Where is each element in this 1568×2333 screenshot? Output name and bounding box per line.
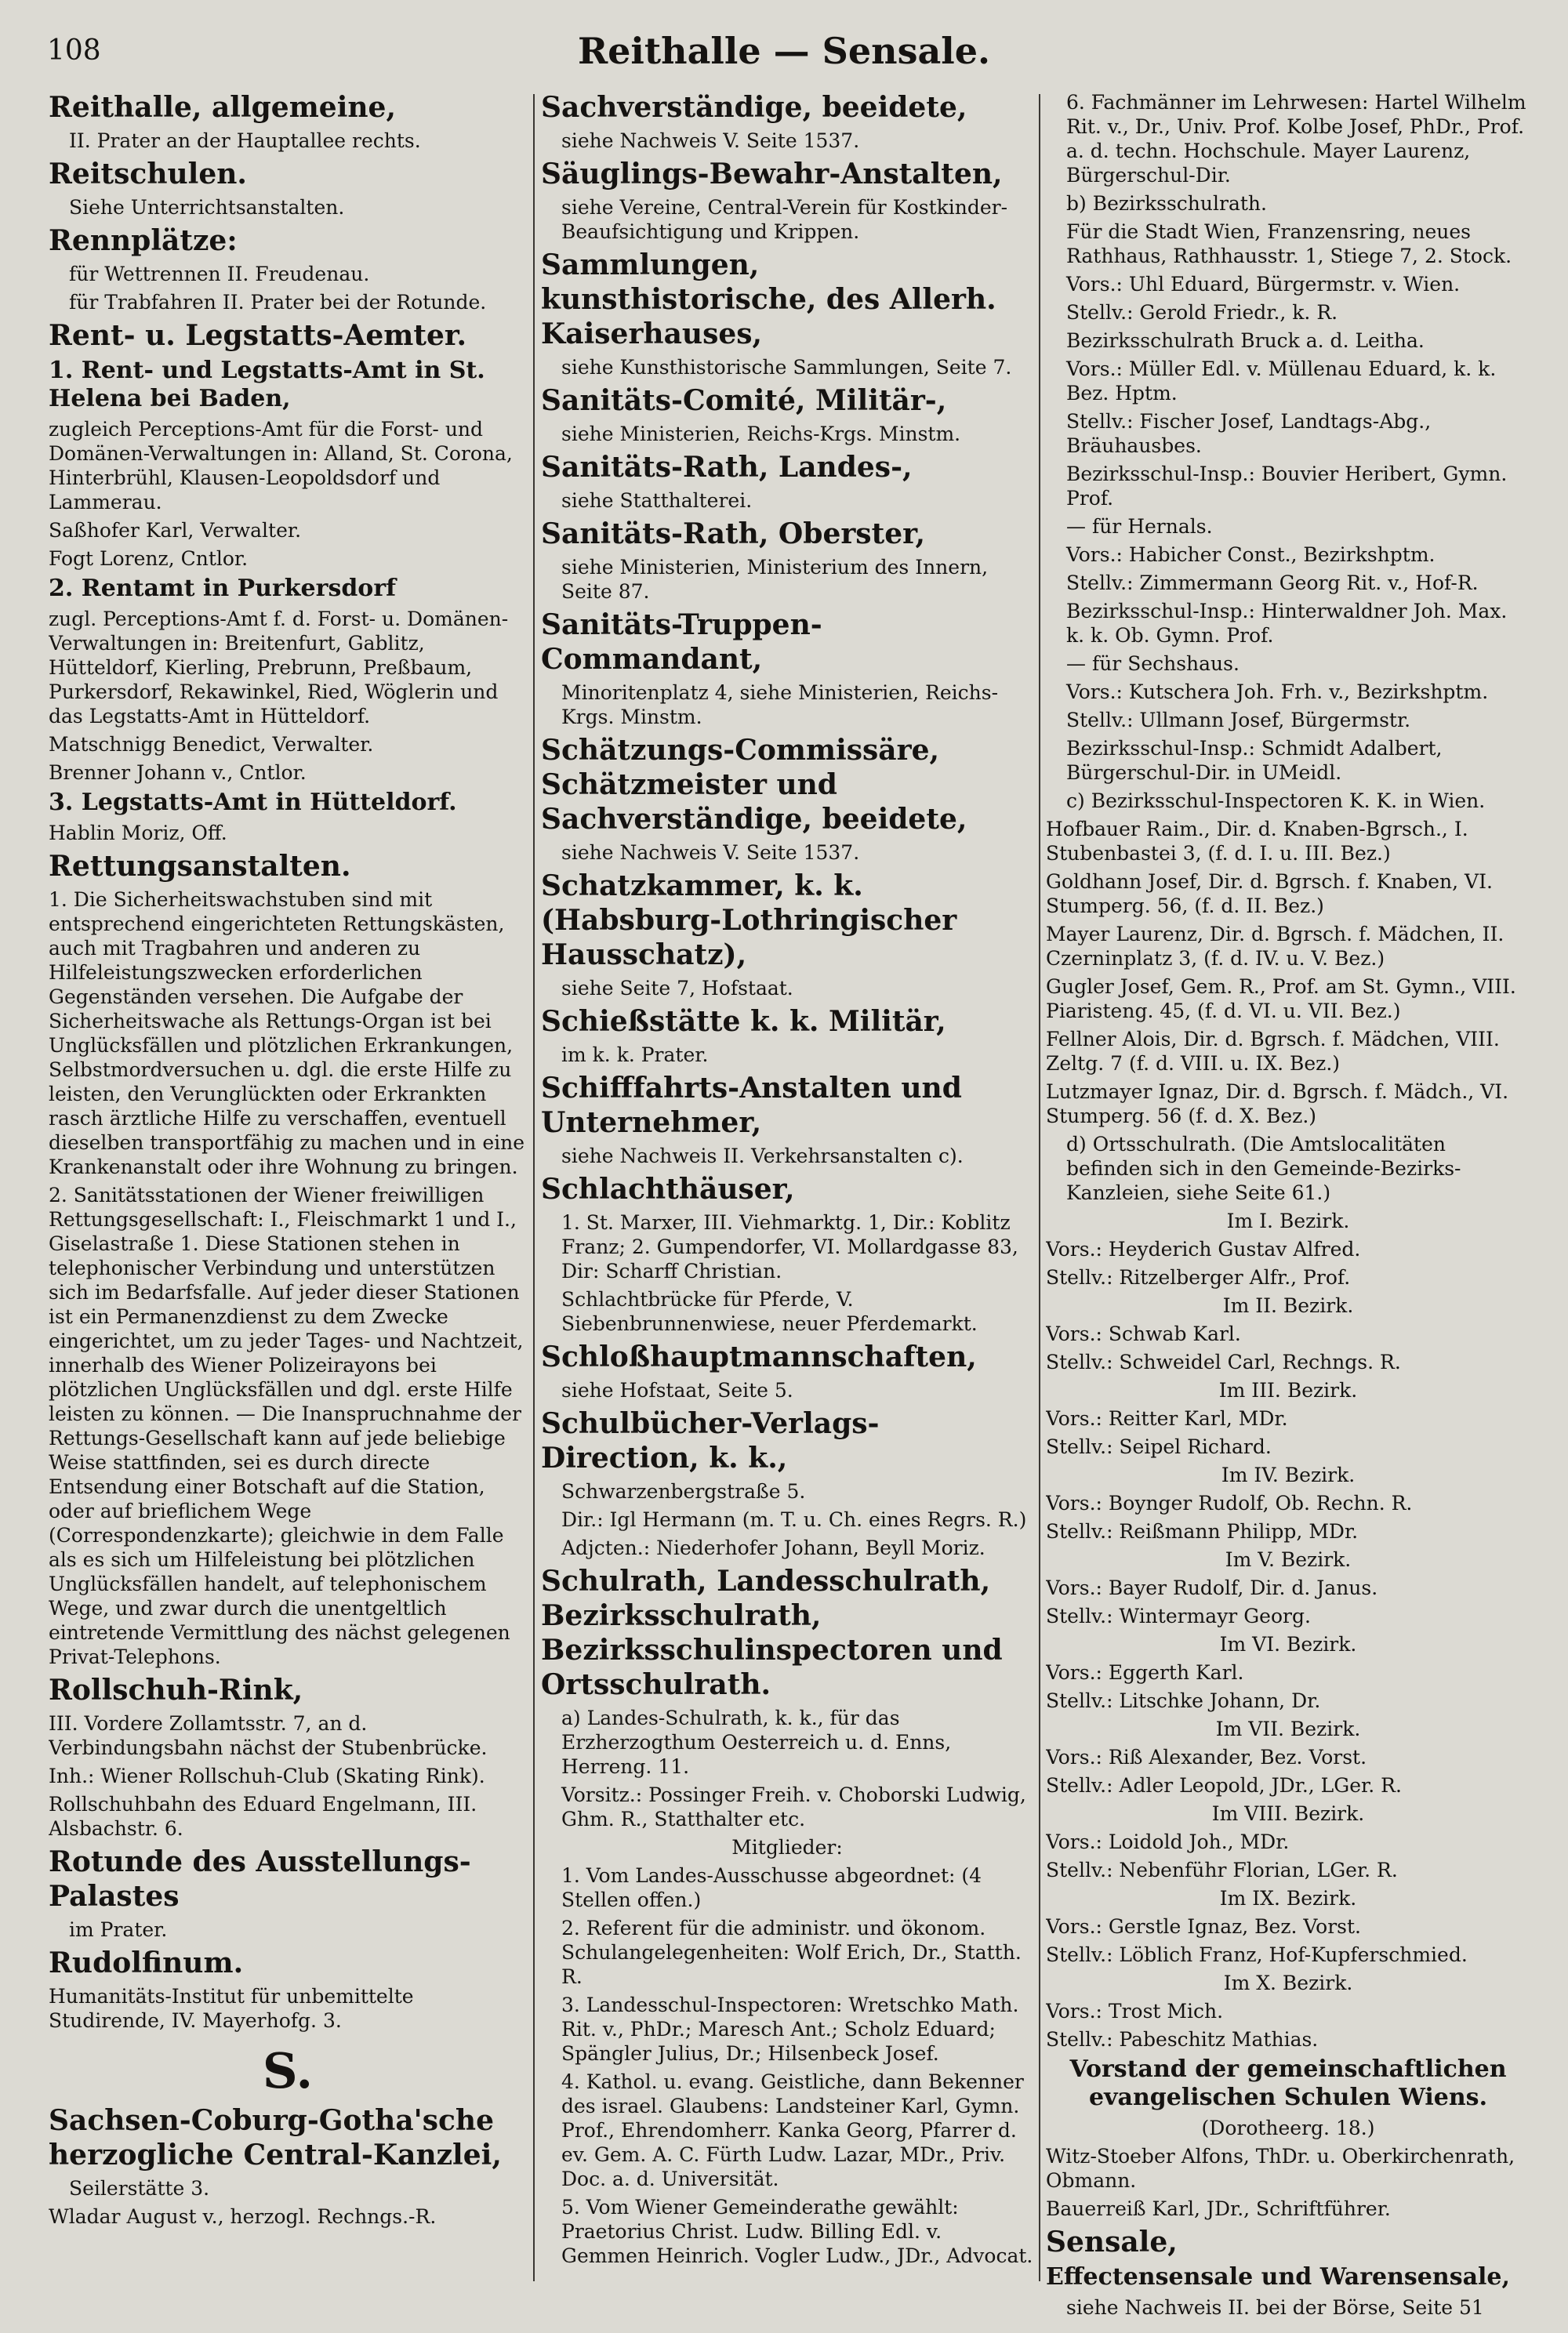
entry-heading: Sammlungen, kunsthistorische, des Allerh. Kaiserhauses, [541,249,996,350]
entry-line: Fellner Alois, Dir. d. Bgrsch. f. Mädchen, VIII. Zeltg. 7 (f. d. VIII. u. IX. Bez.) [1046,1028,1500,1075]
entry-line: siehe Vereine, Central-Verein für Kostkinder-Beaufsichtigung und Krippen. [561,196,1008,243]
entry-line: Stellv.: Reißmann Philipp, MDr. [1046,1520,1359,1543]
entry-line: siehe Hofstaat, Seite 5. [561,1379,793,1402]
entry-line: Schlachtbrücke für Pferde, V. Siebenbrunnenwiese, neuer Pferdemarkt. [561,1288,978,1335]
entry-line: Im IX. Bezirk. [1219,1887,1357,1910]
page-title: Reithalle — Sensale. [577,30,991,72]
entry-line: 4. Kathol. u. evang. Geistliche, dann Bekenner des israel. Glaubens: Landsteiner Karl, Gymn. Prof., Ehrendomherr. Kanka Georg, Pfarrer d. ev. Gem. A. C. Fürth Ludw. Lazar, MDr., Priv. Doc. a. d. Universität. [561,2070,1024,2190]
entry-line: — für Hernals. [1066,515,1213,538]
entry-line: Matschnigg Benedict, Verwalter. [49,733,374,756]
entry-heading: Schulrath, Landesschulrath, Bezirksschulrath, Bezirksschulinspectoren und Ortsschulrath. [541,1565,1003,1701]
entry-line: Vors.: Heyderich Gustav Alfred. [1046,1238,1361,1261]
entry-heading: 2. Rentamt in Purkersdorf [49,575,397,602]
entry-line: für Trabfahren II. Prater bei der Rotunde. [69,291,487,314]
entry-line: Im I. Bezirk. [1226,1210,1350,1232]
entry-line: Stellv.: Gerold Friedr., k. R. [1066,301,1338,324]
entry-line: Stellv.: Litschke Johann, Dr. [1046,1689,1321,1712]
entry-heading: Rettungsanstalten. [49,850,351,883]
entry-line: Vors.: Boynger Rudolf, Ob. Rechn. R. [1046,1492,1413,1515]
entry-line: siehe Nachweis V. Seite 1537. [561,129,860,152]
entry-line: Inh.: Wiener Rollschuh-Club (Skating Rink). [49,1765,485,1787]
entry-line: siehe Seite 7, Hofstaat. [561,977,793,1000]
entry-line: Im IV. Bezirk. [1221,1464,1356,1486]
entry-line: Bezirksschul-Insp.: Hinterwaldner Joh. Max. k. k. Ob. Gymn. Prof. [1066,600,1508,647]
entry-line: a) Landes-Schulrath, k. k., für das Erzherzogthum Oesterreich u. d. Enns, Herreng. 11. [561,1707,952,1778]
entry-line: Im X. Bezirk. [1223,1972,1353,1994]
entry-line: Stellv.: Nebenführ Florian, LGer. R. [1046,1859,1398,1881]
entry-line: Im VI. Bezirk. [1219,1633,1357,1656]
entry-heading: Effectensensale und Warensensale, [1046,2263,1510,2291]
entry-line: 3. Landesschul-Inspectoren: Wretschko Math. Rit. v., PhDr.; Maresch Ant.; Scholz Eduard; Spängler Julius, Dr.; Hilsenbeck Josef. [561,1994,1019,2065]
entry-line: Stellv.: Adler Leopold, JDr., LGer. R. [1046,1774,1402,1797]
entry-heading: Rent- u. Legstatts-Aemter. [49,319,467,352]
entry-line: im k. k. Prater. [561,1043,709,1066]
entry-heading: Vorstand der gemeinschaftlichen evangelischen Schulen Wiens. [1069,2055,1507,2111]
entry-line: 2. Referent für die administr. und ökonom. Schulangelegenheiten: Wolf Erich, Dr., Statth. R. [561,1917,1022,1988]
entry-line: siehe Nachweis V. Seite 1537. [561,841,860,864]
entry-line: Gugler Josef, Gem. R., Prof. am St. Gymn., VIII. Piaristeng. 45, (f. d. VI. u. VII. Bez.) [1046,975,1516,1022]
entry-line: Siehe Unterrichtsanstalten. [69,196,345,219]
entry-heading: Sanitäts-Comité, Militär-, [541,384,947,417]
entry-line: Minoritenplatz 4, siehe Ministerien, Reichs-Krgs. Minstm. [561,681,999,728]
entry-line: Saßhofer Karl, Verwalter. [49,519,302,542]
entry-line: siehe Statthalterei. [561,489,753,512]
entry-line: Bezirksschul-Insp.: Bouvier Heribert, Gymn. Prof. [1066,463,1508,510]
entry-heading: Schatzkammer, k. k. (Habsburg-Lothringischer Hausschatz), [541,869,957,971]
entry-line: Witz-Stoeber Alfons, ThDr. u. Oberkirchenrath, Obmann. [1046,2145,1515,2192]
entry-line: Vors.: Gerstle Ignaz, Bez. Vorst. [1046,1915,1362,1938]
entry-line: Dir.: Igl Hermann (m. T. u. Ch. eines Regrs. R.) [561,1508,1027,1531]
entry-heading: Säuglings-Bewahr-Anstalten, [541,158,1003,190]
entry-line: — für Sechshaus. [1066,652,1240,675]
column-divider [533,94,535,2281]
entry-line: siehe Kunsthistorische Sammlungen, Seite 7. [561,356,1012,379]
entry-heading: Rudolfinum. [49,1947,244,1979]
entry-line: Vors.: Habicher Const., Bezirkshptm. [1066,543,1436,566]
entry-line: Vors.: Müller Edl. v. Müllenau Eduard, k. k. Bez. Hptm. [1066,357,1497,405]
entry-line: Stellv.: Schweidel Carl, Rechngs. R. [1046,1351,1401,1373]
column-middle [541,90,1033,2272]
page-header [47,30,1521,85]
entry-heading: Reithalle, allgemeine, [49,91,396,124]
entry-line: im Prater. [69,1918,168,1941]
entry-line: Rollschuhbahn des Eduard Engelmann, III. Alsbachstr. 6. [49,1793,477,1840]
entry-heading: Sachsen-Coburg-Gotha'sche herzogliche Central-Kanzlei, [49,2104,502,2172]
entry-heading: Reitschulen. [49,158,247,190]
entry-line: Stellv.: Ritzelberger Alfr., Prof. [1046,1266,1351,1289]
entry-line: Bauerreiß Karl, JDr., Schriftführer. [1046,2197,1391,2220]
entry-heading: 3. Legstatts-Amt in Hütteldorf. [49,789,457,816]
entry-line: Mitglieder: [731,1836,843,1859]
entry-line: c) Bezirksschul-Inspectoren K. K. in Wien. [1066,789,1486,812]
column-divider [1039,94,1040,2281]
entry-line: II. Prater an der Hauptallee rechts. [69,129,421,152]
entry-heading: Schulbücher-Verlags-Direction, k. k., [541,1407,880,1475]
entry-line: Vors.: Trost Mich. [1046,2000,1224,2023]
page-number: 108 [47,34,101,67]
entry-heading: Sensale, [1046,2226,1178,2259]
entry-line: zugleich Perceptions-Amt für die Forst- und Domänen-Verwaltungen in: Alland, St. Corona, Hinterbrühl, Klausen-Leopoldsdorf und Lammerau. [49,418,513,513]
entry-heading: Rollschuh-Rink, [49,1674,303,1707]
entry-line: Brenner Johann v., Cntlor. [49,761,307,784]
entry-line: 6. Fachmänner im Lehrwesen: Hartel Wilhelm Rit. v., Dr., Univ. Prof. Kolbe Josef, PhDr., Prof. a. d. techn. Hochschule. Mayer Laurenz, Bürgerschul-Dir. [1066,91,1526,187]
entry-line: 1. Vom Landes-Ausschusse abgeordnet: (4 Stellen offen.) [561,1864,982,1911]
entry-line: Wladar August v., herzogl. Rechngs.-R. [49,2205,437,2228]
entry-line: Stellv.: Wintermayr Georg. [1046,1605,1311,1627]
entry-line: III. Vordere Zollamtsstr. 7, an d. Verbindungsbahn nächst der Stubenbrücke. [49,1712,488,1759]
entry-line: Stellv.: Pabeschitz Mathias. [1046,2028,1319,2051]
entry-line: Bezirksschul-Insp.: Schmidt Adalbert, Bürgerschul-Dir. in UMeidl. [1066,737,1443,784]
entry-line: Hablin Moriz, Off. [49,822,227,844]
entry-line: Vors.: Loidold Joh., MDr. [1046,1830,1290,1853]
entry-line: Hofbauer Raim., Dir. d. Knaben-Bgrsch., I. Stubenbastei 3, (f. d. I. u. III. Bez.) [1046,818,1468,865]
entry-heading: Sanitäts-Rath, Landes-, [541,451,913,484]
entry-line: Stellv.: Zimmermann Georg Rit. v., Hof-R. [1066,571,1479,594]
entry-line: Stellv.: Fischer Josef, Landtags-Abg., Bräuhausbes. [1066,410,1432,457]
entry-heading: Schießstätte k. k. Militär, [541,1005,946,1038]
entry-line: Schwarzenbergstraße 5. [561,1480,806,1503]
entry-heading: Schifffahrts-Anstalten und Unternehmer, [541,1072,962,1139]
entry-heading: Sachverständige, beeidete, [541,91,967,124]
entry-line: Mayer Laurenz, Dir. d. Bgrsch. f. Mädchen, II. Czerninplatz 3, (f. d. IV. u. V. Bez.) [1046,923,1504,970]
entry-heading: Rennplätze: [49,224,238,257]
entry-line: Stellv.: Löblich Franz, Hof-Kupferschmied. [1046,1943,1468,1966]
entry-line: Stellv.: Seipel Richard. [1046,1435,1272,1458]
entry-line: siehe Ministerien, Ministerium des Innern, Seite 87. [561,556,989,603]
column-left [49,90,527,2233]
entry-line: Vorsitz.: Possinger Freih. v. Choborski Ludwig, Ghm. R., Statthalter etc. [561,1783,1026,1830]
entry-line: Goldhann Josef, Dir. d. Bgrsch. f. Knaben, VI. Stumperg. 56, (f. d. II. Bez.) [1046,870,1493,917]
entry-heading: Schloßhauptmannschaften, [541,1341,977,1373]
entry-heading: Sanitäts-Rath, Oberster, [541,517,925,550]
entry-line: Vors.: Riß Alexander, Bez. Vorst. [1046,1746,1367,1769]
entry-line: Humanitäts-Institut für unbemittelte Studirende, IV. Mayerhofg. 3. [49,1985,414,2032]
entry-heading: Schlachthäuser, [541,1173,795,1206]
entry-line: zugl. Perceptions-Amt f. d. Forst- u. Domänen-Verwaltungen in: Breitenfurt, Gablitz, Hütteldorf, Kierling, Prebrunn, Preßbaum, Purkersdorf, Rekawinkel, Ried, Wöglerin und das Legstatts-Amt in Hütteldorf. [49,608,509,727]
entry-line: Fogt Lorenz, Cntlor. [49,547,249,570]
entry-line: b) Bezirksschulrath. [1066,192,1267,215]
entry-line: Im II. Bezirk. [1222,1294,1354,1317]
entry-line: Im VII. Bezirk. [1215,1718,1361,1740]
entry-line: Im VIII. Bezirk. [1211,1802,1365,1825]
entry-line: Vors.: Schwab Karl. [1046,1323,1241,1345]
entry-line: d) Ortsschulrath. (Die Amtslocalitäten befinden sich in den Gemeinde-Bezirks-Kanzleien, siehe Seite 61.) [1066,1133,1461,1204]
entry-line: Adjcten.: Niederhofer Johann, Beyll Moriz. [561,1537,985,1559]
entry-line: siehe Nachweis II. Verkehrsanstalten c). [561,1145,964,1167]
entry-line: Im V. Bezirk. [1225,1548,1352,1571]
entry-line: siehe Ministerien, Reichs-Krgs. Minstm. [561,423,961,445]
entry-line: (Dorotheerg. 18.) [1201,2117,1375,2139]
entry-heading: 1. Rent- und Legstatts-Amt in St. Helena bei Baden, [49,357,485,412]
entry-line: Im III. Bezirk. [1218,1379,1358,1402]
entry-line: 1. Die Sicherheitswachstuben sind mit entsprechend eingerichteten Rettungskästen, auch mit Tragbahren und anderen zu Hilfeleistungszwecken erforderlichen Gegenständen versehen. Die Aufgabe der Sicherheitswache als Rettungs-Organ ist bei Unglücksfällen und plötzlichen Erkrankungen, Selbstmordversuchen u. dgl. die erste Hilfe zu leisten, den Verunglückten oder Erkrankten rasch ärztliche Hilfe zu verschaffen, eventuell dieselben transportfähig zu machen und in eine Krankenanstalt oder ihre Wohnung zu bringen. [49,888,525,1178]
entry-heading: Rotunde des Ausstellungs-Palastes [49,1845,471,1913]
entry-line: Seilerstätte 3. [69,2177,210,2200]
entry-line: für Wettrennen II. Freudenau. [69,263,370,285]
entry-line: siehe Nachweis II. bei der Börse, Seite 51 [1066,2296,1484,2319]
entry-line: Vors.: Uhl Eduard, Bürgermstr. v. Wien. [1066,273,1461,296]
entry-line: Vors.: Bayer Rudolf, Dir. d. Janus. [1046,1576,1378,1599]
entry-line: 1. St. Marxer, III. Viehmarktg. 1, Dir.: Koblitz Franz; 2. Gumpendorfer, VI. Mollardgasse 83, Dir: Scharff Christian. [561,1211,1018,1283]
entry-heading: S. [262,2042,314,2099]
entry-line: Stellv.: Ullmann Josef, Bürgermstr. [1066,709,1411,731]
entry-heading: Sanitäts-Truppen-Commandant, [541,608,822,676]
column-right [1046,90,1530,2324]
entry-line: Für die Stadt Wien, Franzensring, neues Rathhaus, Rathhausstr. 1, Stiege 7, 2. Stock. [1066,220,1512,267]
entry-line: 5. Vom Wiener Gemeinderathe gewählt: Praetorius Christ. Ludw. Billing Edl. v. Gemmen Heinrich. Vogler Ludw., JDr., Advocat. [561,2196,1033,2267]
entry-line: Vors.: Reitter Karl, MDr. [1046,1407,1288,1430]
entry-line: Vors.: Kutschera Joh. Frh. v., Bezirkshptm. [1066,680,1489,703]
entry-line: Bezirksschulrath Bruck a. d. Leitha. [1066,329,1425,352]
entry-line: 2. Sanitätsstationen der Wiener freiwilligen Rettungsgesellschaft: I., Fleischmarkt 1 und I., Giselastraße 1. Diese Stationen stehen in telephonischer Verbindung und unterstützen sich im Bedarfsfalle. Auf jeder dieser Stationen ist ein Permanenzdienst zu dem Zwecke eingerichtet, um zu jeder Tages- und Nachtzeit, innerhalb des Wiener Polizeirayons bei plötzlichen Unglücksfällen und dgl. erste Hilfe leisten zu können. — Die Inanspruchnahme der Rettungs-Gesellschaft kann auf jede beliebige Weise stattfinden, sei es durch directe Entsendung einer Botschaft auf die Station, oder auf brieflichem Wege (Correspondenzkarte); gleichwie in dem Falle als es sich um Hilfeleistung bei plötzlichen Unglücksfällen handelt, auf telephonischem Wege, und zwar durch die unentgeltlich eintretende Vermittlung des nächst gelegenen Privat-Telephons. [49,1184,524,1668]
entry-heading: Schätzungs-Commissäre, Schätzmeister und Sachverständige, beeidete, [541,734,967,836]
entry-line: Lutzmayer Ignaz, Dir. d. Bgrsch. f. Mädch., VI. Stumperg. 56 (f. d. X. Bez.) [1046,1080,1509,1127]
entry-line: Vors.: Eggerth Karl. [1046,1661,1244,1684]
